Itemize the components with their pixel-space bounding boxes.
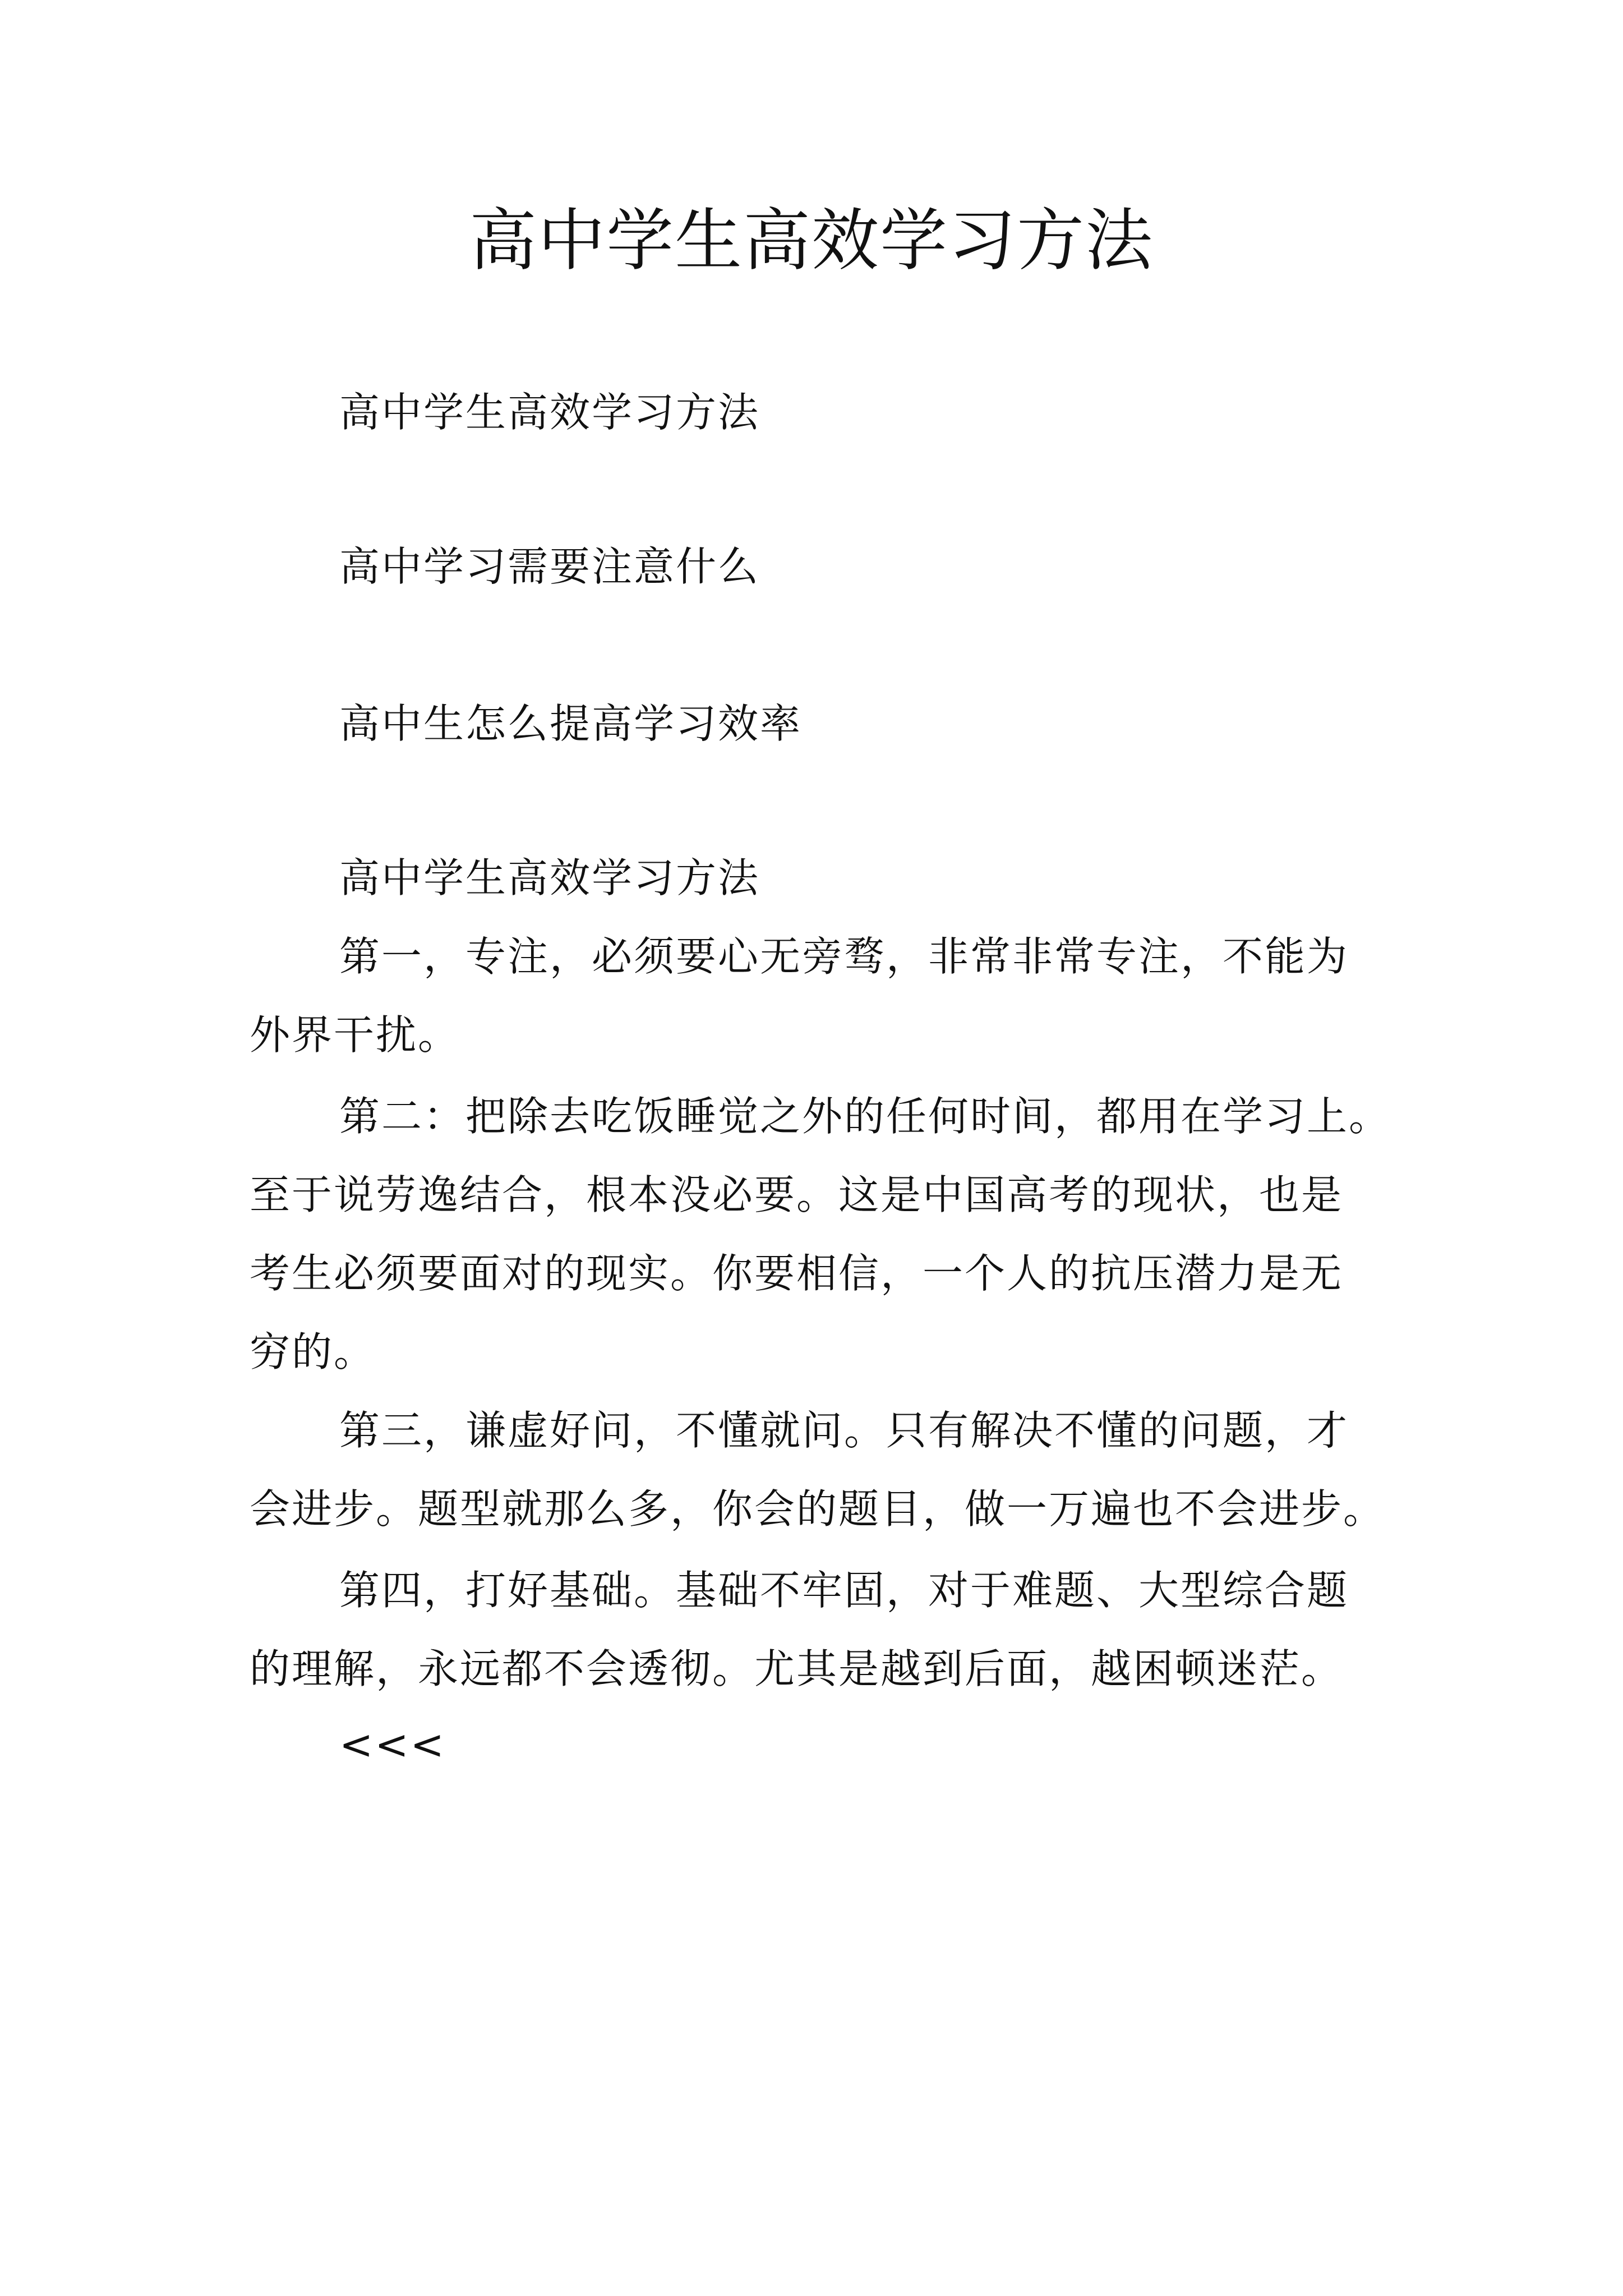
paragraph-2-line-1: 第二：把除去吃饭睡觉之外的任何时间，都用在学习上。 bbox=[339, 1093, 1391, 1140]
paragraph-2-line-4: 穷的。 bbox=[250, 1328, 376, 1375]
heading-3: 高中生怎么提高学习效率 bbox=[339, 700, 803, 747]
paragraph-4-line-1: 第四，打好基础。基础不牢固，对于难题、大型综合题 bbox=[339, 1567, 1349, 1614]
document-title: 高中学生高效学习方法 bbox=[469, 202, 1154, 280]
heading-2: 高中学习需要注意什么 bbox=[339, 543, 760, 590]
paragraph-2-line-3: 考生必须要面对的现实。你要相信，一个人的抗压潜力是无 bbox=[250, 1250, 1344, 1297]
paragraph-1-line-2: 外界干扰。 bbox=[250, 1011, 460, 1059]
heading-1: 高中学生高效学习方法 bbox=[339, 389, 760, 436]
paragraph-3-line-1: 第三，谦虚好问，不懂就问。只有解决不懂的问题，才 bbox=[339, 1407, 1349, 1454]
heading-4: 高中学生高效学习方法 bbox=[339, 854, 760, 901]
paragraph-2-line-2: 至于说劳逸结合，根本没必要。这是中国高考的现状，也是 bbox=[250, 1171, 1344, 1218]
more-link[interactable]: <<< bbox=[339, 1721, 446, 1768]
paragraph-3-line-2: 会进步。题型就那么多，你会的题目，做一万遍也不会进步。 bbox=[250, 1485, 1386, 1533]
paragraph-1-line-1: 第一，专注，必须要心无旁骛，非常非常专注，不能为 bbox=[339, 933, 1349, 980]
paragraph-4-line-2: 的理解，永远都不会透彻。尤其是越到后面，越困顿迷茫。 bbox=[250, 1645, 1344, 1692]
